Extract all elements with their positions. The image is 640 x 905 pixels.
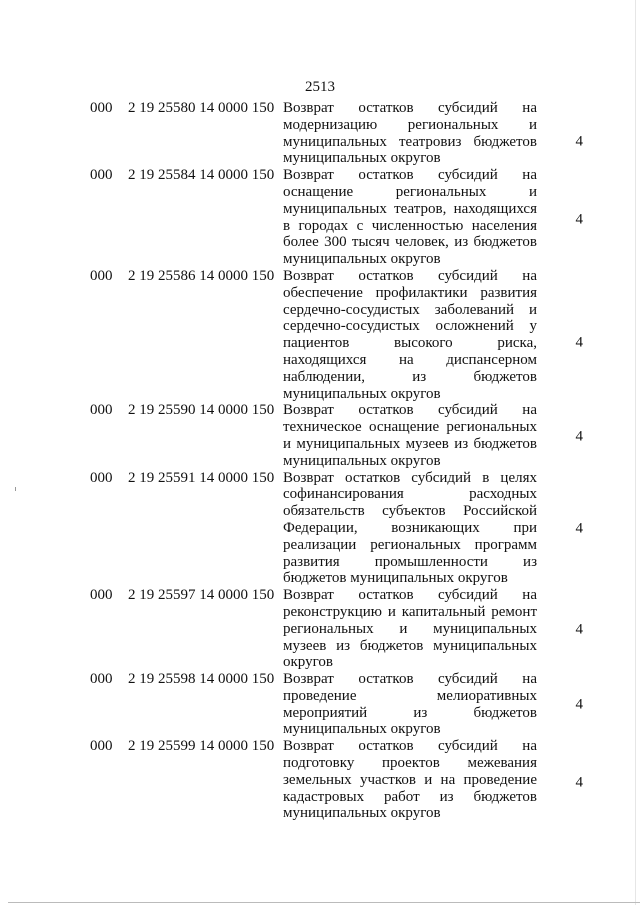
admin-code: 000 — [90, 469, 113, 486]
budget-classification-code: 2 19 25586 14 0000 150 — [128, 267, 275, 284]
budget-classification-code: 2 19 25580 14 0000 150 — [128, 100, 275, 116]
norm-value: 4 — [575, 334, 583, 351]
budget-classification-code: 2 19 25599 14 0000 150 — [128, 738, 275, 755]
admin-code: 000 — [90, 167, 113, 184]
scan-bottom-line — [8, 902, 640, 903]
admin-code: 000 — [90, 738, 113, 755]
budget-codes-table — [0, 100, 640, 822]
norm-value: 4 — [575, 774, 583, 791]
income-description: Возврат остатков субсидий на подготовку проектов межевания земельных участков и на проведение кадастровых работ из бюджетов муниципальных округов — [283, 738, 537, 822]
norm-value: 4 — [575, 428, 583, 445]
table-row — [0, 738, 640, 822]
table-row — [0, 470, 640, 588]
budget-classification-code: 2 19 25584 14 0000 150 — [128, 167, 275, 184]
scan-artifact — [15, 487, 16, 491]
table-row — [0, 100, 640, 167]
income-description: Возврат остатков субсидий на проведение мелиоративных мероприятий из бюджетов муниципальных округов — [283, 671, 537, 738]
table-row — [0, 268, 640, 402]
table-row — [0, 402, 640, 469]
norm-value: 4 — [575, 133, 583, 150]
income-description: Возврат остатков субсидий на оснащение региональных и муниципальных театров, находящихся в городах с численностью населения более 300 тысяч человек, из бюджетов муниципальных округов — [283, 167, 537, 268]
admin-code: 000 — [90, 402, 113, 419]
page-number: 2513 — [305, 79, 335, 95]
budget-classification-code: 2 19 25591 14 0000 150 — [128, 469, 275, 486]
norm-value: 4 — [575, 521, 583, 538]
admin-code: 000 — [90, 587, 113, 604]
table-row — [0, 671, 640, 738]
income-description: Возврат остатков субсидий на реконструкцию и капитальный ремонт региональных и муниципальных музеев из бюджетов муниципальных округов — [283, 587, 537, 671]
norm-value: 4 — [575, 696, 583, 713]
budget-classification-code: 2 19 25597 14 0000 150 — [128, 587, 275, 604]
table-row — [0, 167, 640, 268]
budget-classification-code: 2 19 25598 14 0000 150 — [128, 671, 275, 688]
table-row — [0, 587, 640, 671]
norm-value: 4 — [575, 621, 583, 638]
admin-code: 000 — [90, 267, 113, 284]
income-description: Возврат остатков субсидий на техническое оснащение региональных и муниципальных музеев из бюджетов муниципальных округов — [283, 402, 537, 469]
budget-classification-code: 2 19 25590 14 0000 150 — [128, 402, 275, 419]
income-description: Возврат остатков субсидий на обеспечение профилактики развития сердечно-сосудистых заболеваний и сердечно-сосудистых осложнений у пациентов высокого риска, находящихся на диспансерном наблюдении, из бюджетов муниципальных округов — [283, 267, 537, 402]
income-description: Возврат остатков субсидий на модернизацию региональных и муниципальных театровиз бюджетов муниципальных округов — [283, 100, 537, 167]
income-description: Возврат остатков субсидий в целях софинансирования расходных обязательств субъектов Российской Федерации, возникающих при реализации региональных программ развития промышленности из бюджетов муниципальных округов — [283, 469, 537, 587]
admin-code: 000 — [90, 671, 113, 688]
norm-value: 4 — [575, 211, 583, 228]
admin-code: 000 — [90, 100, 113, 116]
